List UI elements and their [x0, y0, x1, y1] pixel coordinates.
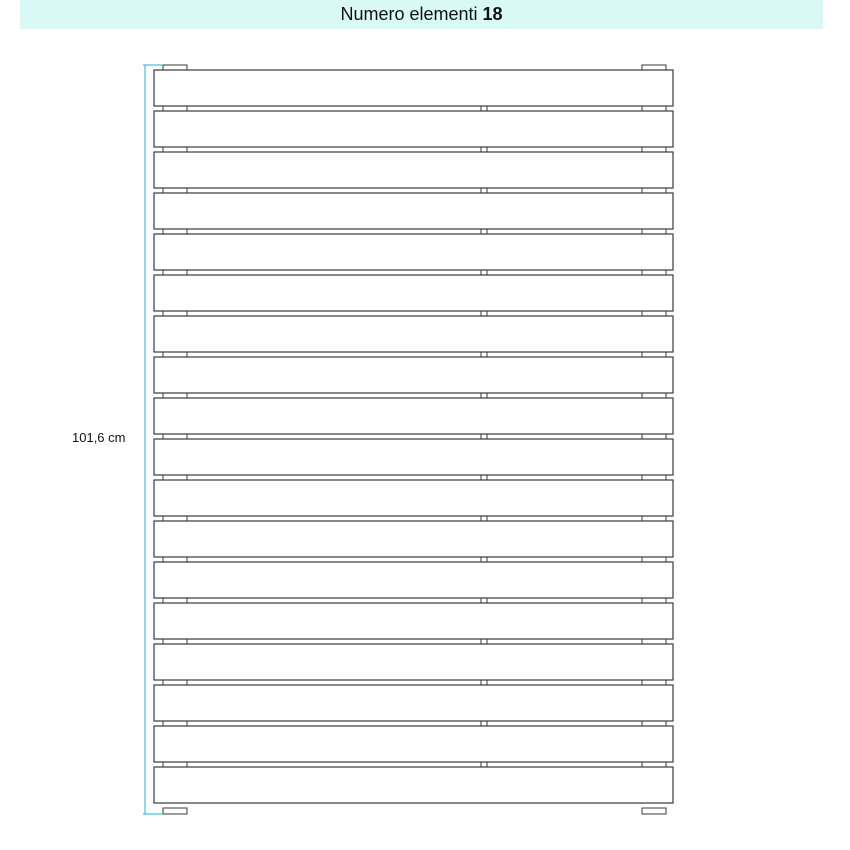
bottom-right-bracket [642, 808, 666, 814]
radiator-element [154, 685, 673, 721]
radiator-element [154, 480, 673, 516]
element-count-value: 18 [482, 4, 503, 24]
radiator-element [154, 603, 673, 639]
radiator-element [154, 234, 673, 270]
bottom-left-bracket [163, 808, 187, 814]
radiator-element [154, 398, 673, 434]
radiator-element [154, 644, 673, 680]
radiator-element [154, 111, 673, 147]
radiator-element [154, 193, 673, 229]
radiator-element [154, 521, 673, 557]
radiator-element [154, 439, 673, 475]
radiator-element [154, 726, 673, 762]
element-count-label: Numero elementi [340, 4, 478, 24]
radiator-element [154, 275, 673, 311]
radiator-element [154, 70, 673, 106]
radiator-element [154, 152, 673, 188]
radiator-element [154, 357, 673, 393]
height-dimension-label: 101,6 cm [72, 430, 126, 445]
radiator-element [154, 767, 673, 803]
radiator-element [154, 562, 673, 598]
radiator-element [154, 316, 673, 352]
